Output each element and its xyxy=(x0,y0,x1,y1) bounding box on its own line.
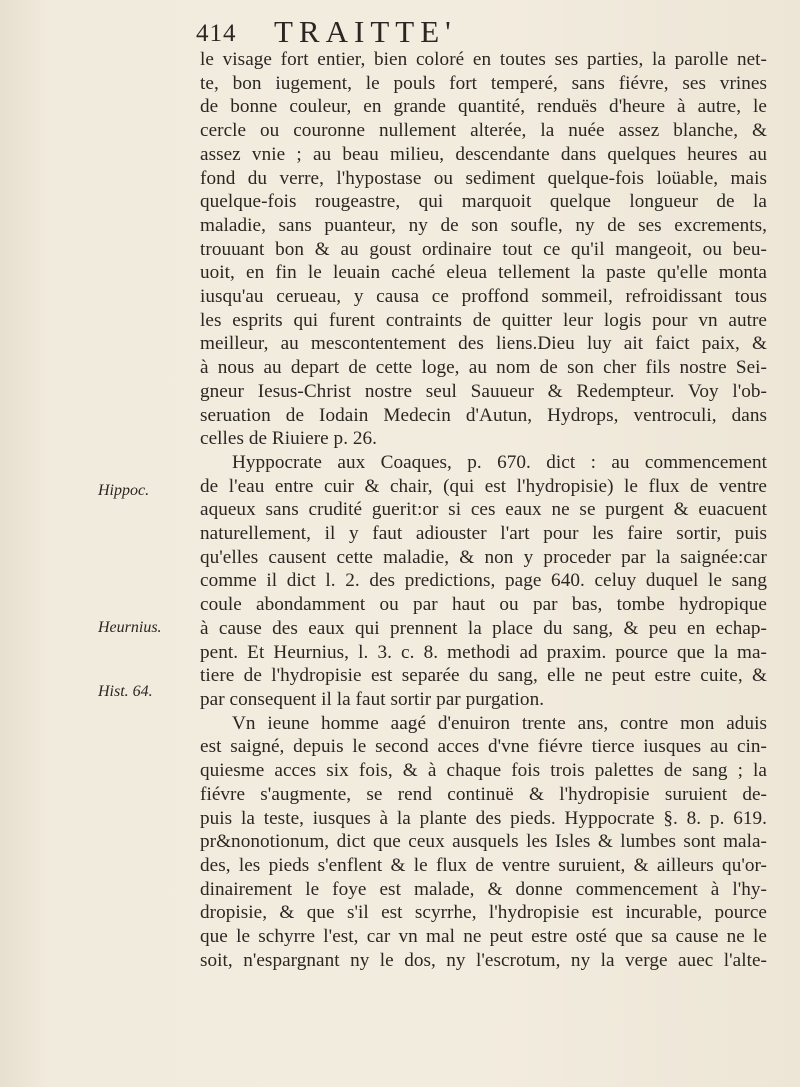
text-line: celles de Riuiere p. 26. xyxy=(200,428,378,450)
text-line: soit, n'espargnant ny le dos, ny l'escrotum, ny la verge auec l'alte- xyxy=(200,949,767,971)
text-line: maladie, sans puanteur, ny de son soufle, ny de ses excrements, xyxy=(200,214,767,236)
text-line: quelque-fois rougeastre, qui marquoit quelque longueur de la xyxy=(200,191,767,213)
text-line: te, bon iugement, le pouls fort temperé, sans fiévre, ses vrines xyxy=(200,72,767,94)
text-line: le visage fort entier, bien coloré en toutes ses parties, la parolle net- xyxy=(200,49,767,70)
text-line: trouuant bon & au goust ordinaire tout ce qu'il mangeoit, ou beu- xyxy=(200,238,767,260)
text-line: aqueux sans crudité guerit:or si ces eaux ne se purgent & euacuent xyxy=(200,499,767,521)
text-line: pr&nonotionum, dict que ceux ausquels les Isles & lumbes sont mala- xyxy=(200,831,767,853)
text-line: est saigné, depuis le second acces d'vne fiévre tierce iusques au cin- xyxy=(200,736,767,758)
text-line: assez vnie ; au beau milieu, descendante dans quelques heures au xyxy=(200,143,767,165)
text-line: gneur Iesus-Christ nostre seul Sauueur & Redempteur. Voy l'ob- xyxy=(200,380,767,402)
text-line: puis la teste, iusques à la plante des pieds. Hyppocrate §. 8. p. 619. xyxy=(200,807,767,829)
text-line: à nous au depart de cette loge, au nom de son cher fils nostre Sei- xyxy=(200,357,767,379)
text-line: seruation de Iodain Medecin d'Autun, Hydrops, ventroculi, dans xyxy=(200,404,767,426)
text-line: pent. Et Heurnius, l. 3. c. 8. methodi ad praxim. pource que la ma- xyxy=(200,641,767,663)
text-line: par consequent il la faut sortir par purgation. xyxy=(200,688,545,710)
text-line: des, les pieds s'enflent & le flux de ventre suruient, & ailleurs qu'or- xyxy=(200,854,767,876)
text-line: uoit, en fin le leuain caché eleua tellement la paste qu'elle monta xyxy=(200,262,767,284)
text-line: comme il dict l. 2. des predictions, page 640. celuy duquel le sang xyxy=(200,570,767,592)
text-line: Vn ieune homme aagé d'enuiron trente ans, contre mon aduis xyxy=(232,712,767,734)
margin-note-heurnius: Heurnius. xyxy=(98,619,162,636)
text-line: coule abondamment ou par haut ou par bas, tombe hydropique xyxy=(200,594,767,616)
body-text xyxy=(200,48,767,972)
text-line: fiévre s'augmente, se rend continuë & l'hydropisie suruient de- xyxy=(200,783,767,805)
text-line: que le schyrre l'est, car vn mal ne peut estre osté que sa cause ne le xyxy=(200,926,767,948)
text-line: qu'elles causent cette maladie, & non y proceder par la saignée:car xyxy=(200,546,767,568)
page-number: 414 xyxy=(196,20,237,47)
text-line: cercle ou couronne nullement alterée, la nuée assez blanche, & xyxy=(200,120,767,142)
running-title: TRAITTE' xyxy=(274,14,457,49)
text-line: tiere de l'hydropisie est separée du sang, elle ne peut estre cuite, & xyxy=(200,665,767,687)
text-line: meilleur, au mescontentement des liens.Dieu luy ait faict paix, & xyxy=(200,333,767,355)
text-line: dinairement le foye est malade, & donne commencement à l'hy- xyxy=(200,878,767,900)
margin-note-hist: Hist. 64. xyxy=(98,683,153,700)
text-line: fond du verre, l'hypostase ou sediment quelque-fois loüable, mais xyxy=(200,167,767,189)
text-line: les esprits qui furent contraints de quitter leur logis pour vn autre xyxy=(200,309,767,331)
text-line: Hyppocrate aux Coaques, p. 670. dict : au commencement xyxy=(232,451,767,473)
text-line: naturellement, il y faut adiouster l'art pour les faire sortir, puis xyxy=(200,523,767,545)
text-line: de bonne couleur, en grande quantité, renduës d'heure à autre, le xyxy=(200,96,767,118)
text-line: quiesme acces six fois, & à chaque fois trois palettes de sang ; la xyxy=(200,760,767,782)
text-line: de l'eau entre cuir & chair, (qui est l'hydropisie) le flux de ventre xyxy=(200,475,767,497)
text-line: à cause des eaux qui prennent la place du sang, & peu en echap- xyxy=(200,617,767,639)
margin-note-hippoc: Hippoc. xyxy=(98,482,150,499)
text-line: dropisie, & que s'il est scyrrhe, l'hydropisie est incurable, pource xyxy=(200,902,767,924)
text-line: iusqu'au cerueau, y causa ce proffond sommeil, refroidissant tous xyxy=(200,286,767,308)
